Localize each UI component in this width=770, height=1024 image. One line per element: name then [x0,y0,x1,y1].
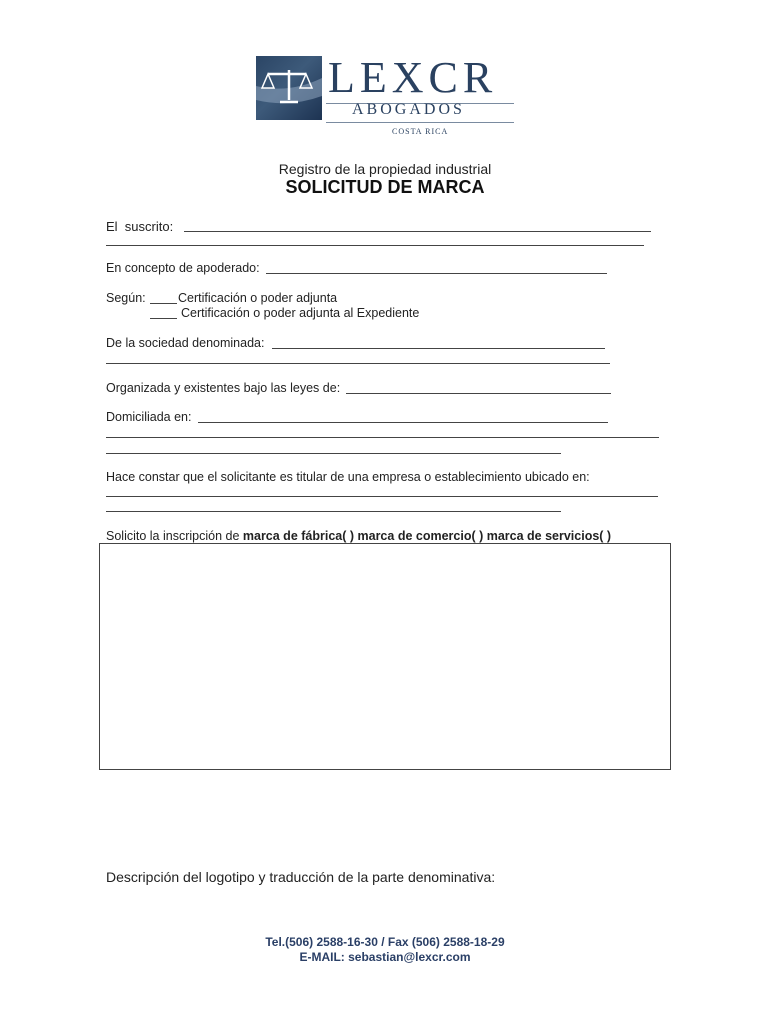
sociedad-field[interactable] [272,348,605,349]
logo-wordmark: LEXCR [328,53,498,102]
logo-description-label: Descripción del logotipo y traducción de la parte denominativa: [106,869,496,885]
suscrito-label: El suscrito: [106,219,174,234]
segun-option-1-checkfield[interactable] [150,303,177,304]
logo-subtitle: ABOGADOS [352,101,465,118]
suscrito-field-continued[interactable] [106,245,644,246]
organizada-label: Organizada y existentes bajo las leyes de: [106,381,341,395]
apoderado-field[interactable] [266,273,607,274]
domiciliada-label: Domiciliada en: [106,410,192,424]
solicito-label: Solicito la inscripción de [106,529,243,543]
apoderado-label: En concepto de apoderado: [106,261,260,275]
domiciliada-field-continued[interactable] [106,453,561,454]
registry-title: Registro de la propiedad industrial [278,161,492,177]
hace-constar-field-continued[interactable] [106,511,561,512]
segun-label: Según: [106,291,146,305]
footer-email: E-MAIL: sebastian@lexcr.com [299,950,471,964]
suscrito-field[interactable] [184,231,651,232]
solicito-line [106,529,611,544]
hace-constar-field[interactable] [106,496,658,497]
mark-image-box[interactable] [99,543,671,770]
page-title: SOLICITUD DE MARCA [285,177,485,197]
logo-emblem [256,56,322,120]
domiciliada-field-continued[interactable] [106,437,659,438]
segun-option-2-checkfield[interactable] [150,318,177,319]
footer-phone: Tel.(506) 2588-16-30 / Fax (506) 2588-18-29 [265,935,505,949]
segun-option-1-label: Certificación o poder adjunta [178,291,338,305]
logo-country: COSTA RICA [392,127,449,136]
mark-type-options[interactable]: marca de fábrica( ) marca de comercio( ) marca de servicios( ) [242,529,612,543]
organizada-field[interactable] [346,393,611,394]
sociedad-label: De la sociedad denominada: [106,336,265,350]
logo-divider [326,122,514,123]
segun-option-2-label: Certificación o poder adjunta al Expediente [181,306,420,320]
domiciliada-field[interactable] [198,422,608,423]
scales-of-justice-icon [256,56,322,120]
sociedad-field-continued[interactable] [106,363,610,364]
hace-constar-label: Hace constar que el solicitante es titular de una empresa o establecimiento ubicado en: [106,470,590,484]
